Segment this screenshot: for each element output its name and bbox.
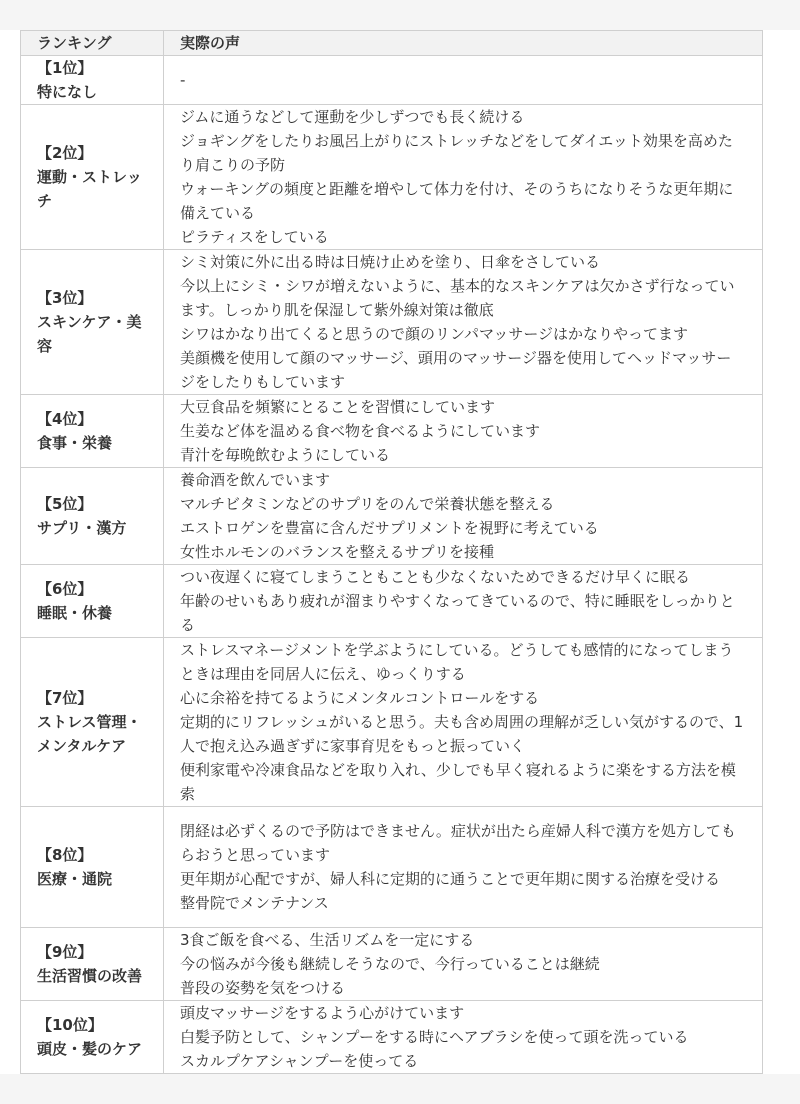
voice-item: マルチビタミンなどのサプリをのんで栄養状態を整える <box>180 495 555 513</box>
voice-item: 今の悩みが今後も継続しそうなので、今行っていることは継続 <box>180 955 600 973</box>
rank-number: 【4位】 <box>37 410 93 428</box>
voice-item: ピラティスをしている <box>180 228 329 246</box>
voice-item: 普段の姿勢を気をつける <box>180 979 346 997</box>
voice-item: ウォーキングの頻度と距離を増やして体力を付け、そのうちになりそうな更年期に備えている <box>180 180 734 222</box>
voice-item: 女性ホルモンのバランスを整えるサプリを接種 <box>180 543 494 561</box>
rank-number: 【3位】 <box>37 289 93 307</box>
voices-column-header: 実際の声 <box>164 31 763 56</box>
voice-item: シミ対策に外に出る時は日焼け止めを塗り、日傘をさしている <box>180 253 601 271</box>
voice-item: - <box>180 71 186 89</box>
voice-item: 更年期が心配ですが、婦人科に定期的に通うことで更年期に関する治療を受ける <box>180 870 721 888</box>
voice-item: 整骨院でメンテナンス <box>180 894 329 912</box>
voices-cell <box>164 105 763 250</box>
voice-item: 今以上にシミ・シワが増えないように、基本的なスキンケアは欠かさず行なっています。しっかり肌を保湿して紫外線対策は徹底 <box>180 277 735 319</box>
rank-category: 食事・栄養 <box>37 434 113 452</box>
rank-number: 【6位】 <box>37 580 93 598</box>
table-body <box>21 56 763 1074</box>
ranking-column-header: ランキング <box>21 31 164 56</box>
voices-cell <box>164 468 763 565</box>
table-row <box>21 105 763 250</box>
voices-cell <box>164 56 763 105</box>
voice-item: 閉経は必ずくるので予防はできません。症状が出たら産婦人科で漢方を処方してもらおうと思っています <box>180 822 736 864</box>
rank-cell <box>21 468 164 565</box>
rank-number: 【1位】 <box>37 59 93 77</box>
voice-item: 養命酒を飲んでいます <box>180 471 331 489</box>
rank-cell <box>21 928 164 1001</box>
table-row <box>21 1001 763 1074</box>
table-row <box>21 928 763 1001</box>
rank-cell <box>21 1001 164 1074</box>
voice-item: 定期的にリフレッシュがいると思う。夫も含め周囲の理解が乏しい気がするので、1人で抱え込み過ぎずに家事育児をもっと振っていく <box>180 713 744 755</box>
rank-category: 睡眠・休養 <box>37 604 113 622</box>
rank-number: 【9位】 <box>37 943 93 961</box>
rank-cell <box>21 395 164 468</box>
voice-item: ストレスマネージメントを学ぶようにしている。どうしても感情的になってしまうときは理由を同居人に伝え、ゆっくりする <box>180 641 734 683</box>
rank-number: 【10位】 <box>37 1016 103 1034</box>
voice-item: ジムに通うなどして運動を少しずつでも長く続ける <box>180 108 525 126</box>
voice-item: 頭皮マッサージをするよう心がけています <box>180 1004 465 1022</box>
voice-item: 生姜など体を温める食べ物を食べるようにしています <box>180 422 541 440</box>
voice-item: 年齢のせいもあり疲れが溜まりやすくなってきているので、特に睡眠をしっかりとる <box>180 592 735 634</box>
voice-item: 美顔機を使用して顔のマッサージ、頭用のマッサージ器を使用してヘッドマッサージをしたりもしています <box>180 349 732 391</box>
voice-item: つい夜遅くに寝てしまうこともことも少なくないためできるだけ早くに眠る <box>180 568 691 586</box>
rank-number: 【8位】 <box>37 846 93 864</box>
header-row <box>21 31 763 56</box>
voices-cell <box>164 928 763 1001</box>
voice-item: エストロゲンを豊富に含んだサプリメントを視野に考えている <box>180 519 599 537</box>
voices-cell <box>164 395 763 468</box>
table-row <box>21 56 763 105</box>
table-row <box>21 565 763 638</box>
voices-cell <box>164 1001 763 1074</box>
rank-number: 【7位】 <box>37 689 93 707</box>
table-row <box>21 638 763 807</box>
voices-cell <box>164 250 763 395</box>
rank-category: 運動・ストレッチ <box>37 168 142 210</box>
rank-cell <box>21 638 164 807</box>
rank-category: スキンケア・美容 <box>37 313 142 355</box>
voices-cell <box>164 638 763 807</box>
voice-item: ジョギングをしたりお風呂上がりにストレッチなどをしてダイエット効果を高めたり肩こりの予防 <box>180 132 733 174</box>
rank-cell <box>21 807 164 928</box>
rank-category: サプリ・漢方 <box>37 519 127 537</box>
voices-cell <box>164 807 763 928</box>
voice-item: シワはかなり出てくると思うので顔のリンパマッサージはかなりやってます <box>180 325 689 343</box>
voice-item: 青汁を毎晩飲むようにしている <box>180 446 391 464</box>
voice-item: 心に余裕を持てるようにメンタルコントロールをする <box>180 689 540 707</box>
table-row <box>21 468 763 565</box>
ranking-voices-table <box>20 30 763 1074</box>
rank-cell <box>21 250 164 395</box>
voice-item: スカルプケアシャンプーを使ってる <box>180 1052 419 1070</box>
table-row <box>21 395 763 468</box>
rank-number: 【5位】 <box>37 495 93 513</box>
voice-item: 3食ご飯を食べる、生活リズムを一定にする <box>180 931 475 949</box>
table-header <box>21 31 763 56</box>
voice-item: 便利家電や冷凍食品などを取り入れ、少しでも早く寝れるように楽をする方法を模索 <box>180 761 736 803</box>
rank-category: ストレス管理・メンタルケア <box>37 713 142 755</box>
rank-cell <box>21 565 164 638</box>
rank-category: 特になし <box>37 83 98 101</box>
voice-item: 大豆食品を頻繁にとることを習慣にしています <box>180 398 496 416</box>
table-row <box>21 250 763 395</box>
rank-cell <box>21 105 164 250</box>
voice-item: 白髪予防として、シャンプーをする時にヘアブラシを使って頭を洗っている <box>180 1028 689 1046</box>
rank-category: 生活習慣の改善 <box>37 967 143 985</box>
rank-number: 【2位】 <box>37 144 93 162</box>
rank-category: 頭皮・髪のケア <box>37 1040 143 1058</box>
rank-cell <box>21 56 164 105</box>
table-row <box>21 807 763 928</box>
rank-category: 医療・通院 <box>37 870 113 888</box>
voices-cell <box>164 565 763 638</box>
